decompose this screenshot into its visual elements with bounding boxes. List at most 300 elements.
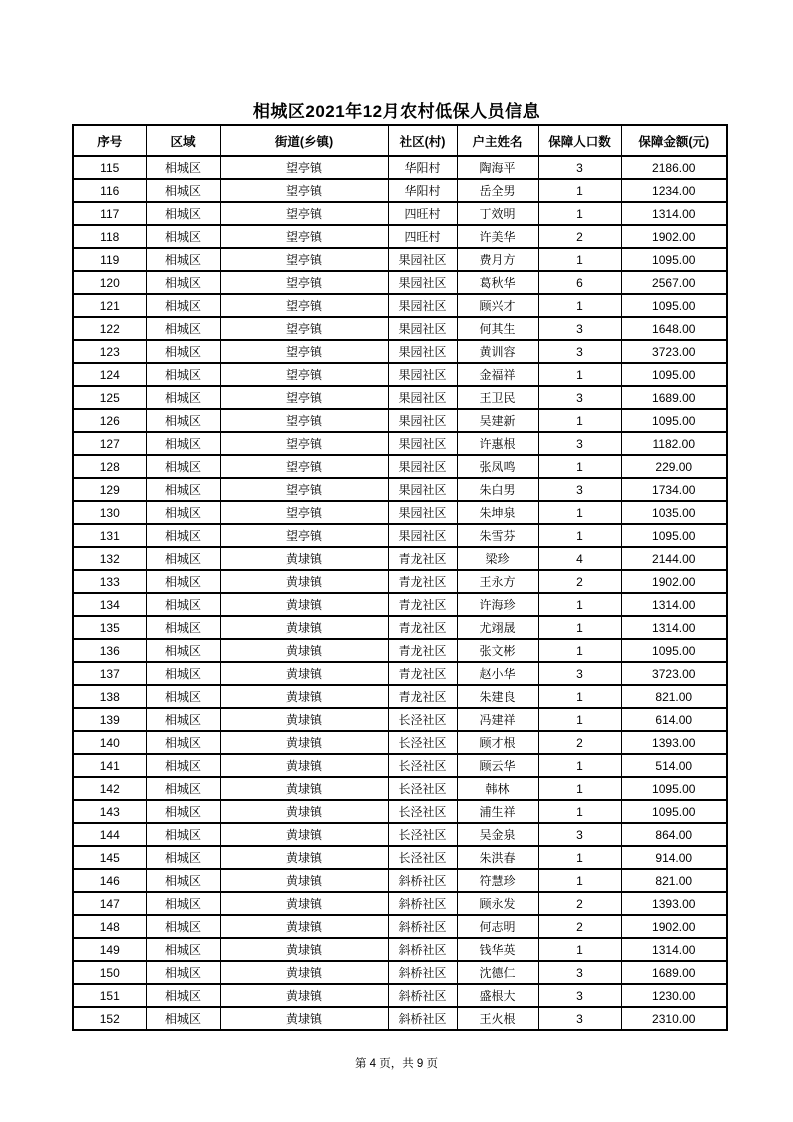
cell-village: 青龙社区 [388,570,457,593]
cell-population: 1 [538,846,621,869]
table-row [73,869,727,892]
cell-amount: 1035.00 [621,501,727,524]
cell-amount: 1902.00 [621,225,727,248]
cell-amount: 2310.00 [621,1007,727,1030]
cell-population: 2 [538,915,621,938]
cell-town: 望亭镇 [220,478,388,501]
cell-amount: 3723.00 [621,340,727,363]
cell-householder: 何志明 [457,915,538,938]
cell-amount: 1095.00 [621,409,727,432]
cell-town: 黄埭镇 [220,570,388,593]
table-row [73,409,727,432]
cell-town: 望亭镇 [220,156,388,179]
cell-householder: 王卫民 [457,386,538,409]
cell-town: 望亭镇 [220,363,388,386]
cell-population: 3 [538,823,621,846]
cell-index: 138 [73,685,146,708]
cell-population: 1 [538,248,621,271]
cell-population: 1 [538,777,621,800]
cell-amount: 2186.00 [621,156,727,179]
table-row [73,455,727,478]
cell-population: 1 [538,294,621,317]
cell-householder: 沈德仁 [457,961,538,984]
cell-village: 长泾社区 [388,708,457,731]
cell-village: 果园社区 [388,248,457,271]
cell-amount: 1314.00 [621,938,727,961]
table-row [73,248,727,271]
cell-population: 1 [538,639,621,662]
cell-amount: 1095.00 [621,248,727,271]
cell-village: 青龙社区 [388,662,457,685]
cell-amount: 1314.00 [621,616,727,639]
welfare-table [72,124,728,1031]
cell-householder: 葛秋华 [457,271,538,294]
cell-population: 1 [538,409,621,432]
cell-population: 4 [538,547,621,570]
cell-village: 斜桥社区 [388,915,457,938]
table-row [73,984,727,1007]
table-row [73,823,727,846]
cell-village: 长泾社区 [388,846,457,869]
cell-region: 相城区 [146,156,220,179]
cell-householder: 何其生 [457,317,538,340]
cell-town: 望亭镇 [220,317,388,340]
cell-village: 果园社区 [388,294,457,317]
table-row [73,179,727,202]
table-row [73,1007,727,1030]
cell-region: 相城区 [146,317,220,340]
cell-amount: 1095.00 [621,777,727,800]
cell-region: 相城区 [146,892,220,915]
cell-amount: 1095.00 [621,363,727,386]
column-header-region: 区域 [146,125,220,156]
cell-householder: 陶海平 [457,156,538,179]
cell-village: 长泾社区 [388,800,457,823]
table-row [73,961,727,984]
cell-region: 相城区 [146,340,220,363]
table-row [73,501,727,524]
cell-town: 望亭镇 [220,501,388,524]
cell-population: 1 [538,869,621,892]
cell-village: 青龙社区 [388,616,457,639]
cell-amount: 1095.00 [621,524,727,547]
table-row [73,639,727,662]
cell-index: 119 [73,248,146,271]
cell-region: 相城区 [146,731,220,754]
cell-population: 1 [538,501,621,524]
cell-region: 相城区 [146,639,220,662]
cell-village: 果园社区 [388,501,457,524]
cell-index: 118 [73,225,146,248]
cell-index: 120 [73,271,146,294]
cell-town: 黄埭镇 [220,708,388,731]
cell-village: 果园社区 [388,317,457,340]
cell-town: 望亭镇 [220,248,388,271]
cell-town: 黄埭镇 [220,1007,388,1030]
column-header-population: 保障人口数 [538,125,621,156]
cell-region: 相城区 [146,938,220,961]
cell-region: 相城区 [146,225,220,248]
cell-index: 129 [73,478,146,501]
cell-householder: 盛根大 [457,984,538,1007]
page-title: 相城区2021年12月农村低保人员信息 [252,102,541,121]
cell-town: 黄埭镇 [220,639,388,662]
cell-village: 青龙社区 [388,547,457,570]
table-row [73,593,727,616]
cell-population: 3 [538,386,621,409]
table-row [73,800,727,823]
column-header-householder: 户主姓名 [457,125,538,156]
cell-region: 相城区 [146,455,220,478]
cell-town: 黄埭镇 [220,869,388,892]
cell-amount: 614.00 [621,708,727,731]
cell-village: 四旺村 [388,202,457,225]
cell-population: 3 [538,317,621,340]
cell-amount: 3723.00 [621,662,727,685]
cell-region: 相城区 [146,800,220,823]
cell-region: 相城区 [146,202,220,225]
cell-index: 124 [73,363,146,386]
cell-householder: 张凤鸣 [457,455,538,478]
cell-index: 126 [73,409,146,432]
cell-householder: 岳全男 [457,179,538,202]
cell-town: 望亭镇 [220,294,388,317]
cell-index: 150 [73,961,146,984]
cell-village: 长泾社区 [388,777,457,800]
cell-index: 131 [73,524,146,547]
cell-town: 黄埭镇 [220,685,388,708]
cell-region: 相城区 [146,685,220,708]
cell-village: 果园社区 [388,478,457,501]
cell-village: 斜桥社区 [388,938,457,961]
column-header-town: 街道(乡镇) [220,125,388,156]
table-row [73,524,727,547]
cell-population: 3 [538,340,621,363]
cell-index: 149 [73,938,146,961]
table-row [73,156,727,179]
cell-householder: 顾才根 [457,731,538,754]
cell-amount: 1095.00 [621,800,727,823]
cell-town: 望亭镇 [220,202,388,225]
cell-town: 黄埭镇 [220,984,388,1007]
cell-region: 相城区 [146,708,220,731]
cell-town: 黄埭镇 [220,961,388,984]
cell-town: 黄埭镇 [220,547,388,570]
cell-town: 望亭镇 [220,409,388,432]
cell-population: 1 [538,708,621,731]
cell-amount: 514.00 [621,754,727,777]
cell-index: 132 [73,547,146,570]
table-row [73,915,727,938]
table-row [73,317,727,340]
cell-region: 相城区 [146,915,220,938]
cell-index: 147 [73,892,146,915]
column-header-index: 序号 [73,125,146,156]
cell-index: 140 [73,731,146,754]
cell-amount: 1902.00 [621,570,727,593]
cell-town: 黄埭镇 [220,892,388,915]
cell-town: 望亭镇 [220,271,388,294]
cell-population: 2 [538,892,621,915]
cell-village: 果园社区 [388,455,457,478]
cell-region: 相城区 [146,248,220,271]
table-row [73,731,727,754]
cell-amount: 2144.00 [621,547,727,570]
column-header-amount: 保障金额(元) [621,125,727,156]
cell-population: 1 [538,616,621,639]
cell-amount: 1734.00 [621,478,727,501]
table-row [73,386,727,409]
cell-index: 141 [73,754,146,777]
cell-index: 122 [73,317,146,340]
cell-region: 相城区 [146,662,220,685]
cell-population: 6 [538,271,621,294]
cell-village: 华阳村 [388,179,457,202]
cell-village: 果园社区 [388,271,457,294]
cell-region: 相城区 [146,984,220,1007]
cell-village: 斜桥社区 [388,892,457,915]
cell-index: 116 [73,179,146,202]
cell-population: 3 [538,662,621,685]
cell-householder: 浦生祥 [457,800,538,823]
cell-population: 2 [538,731,621,754]
cell-town: 黄埭镇 [220,616,388,639]
cell-village: 青龙社区 [388,685,457,708]
table-row [73,616,727,639]
table-row [73,202,727,225]
table-header [73,125,727,156]
cell-amount: 1393.00 [621,892,727,915]
cell-householder: 金福祥 [457,363,538,386]
cell-population: 3 [538,156,621,179]
cell-amount: 914.00 [621,846,727,869]
cell-householder: 朱坤泉 [457,501,538,524]
cell-region: 相城区 [146,432,220,455]
cell-population: 1 [538,754,621,777]
cell-householder: 黄训容 [457,340,538,363]
cell-index: 139 [73,708,146,731]
cell-village: 斜桥社区 [388,869,457,892]
cell-village: 果园社区 [388,524,457,547]
cell-region: 相城区 [146,616,220,639]
cell-householder: 费月方 [457,248,538,271]
cell-region: 相城区 [146,409,220,432]
cell-householder: 朱雪芬 [457,524,538,547]
cell-index: 121 [73,294,146,317]
cell-index: 125 [73,386,146,409]
table-row [73,662,727,685]
cell-region: 相城区 [146,363,220,386]
cell-region: 相城区 [146,179,220,202]
cell-region: 相城区 [146,294,220,317]
cell-region: 相城区 [146,869,220,892]
cell-town: 黄埭镇 [220,938,388,961]
column-header-village: 社区(村) [388,125,457,156]
cell-village: 长泾社区 [388,731,457,754]
cell-village: 青龙社区 [388,593,457,616]
cell-population: 1 [538,524,621,547]
cell-householder: 许惠根 [457,432,538,455]
cell-population: 1 [538,800,621,823]
cell-population: 1 [538,363,621,386]
cell-index: 143 [73,800,146,823]
cell-village: 四旺村 [388,225,457,248]
cell-region: 相城区 [146,271,220,294]
cell-amount: 1314.00 [621,202,727,225]
cell-index: 144 [73,823,146,846]
cell-village: 长泾社区 [388,754,457,777]
cell-population: 1 [538,455,621,478]
cell-region: 相城区 [146,846,220,869]
cell-householder: 朱洪春 [457,846,538,869]
table-row [73,892,727,915]
table-row [73,547,727,570]
cell-index: 134 [73,593,146,616]
cell-region: 相城区 [146,593,220,616]
cell-amount: 1182.00 [621,432,727,455]
cell-population: 2 [538,225,621,248]
cell-region: 相城区 [146,478,220,501]
cell-population: 3 [538,478,621,501]
cell-town: 望亭镇 [220,340,388,363]
cell-index: 152 [73,1007,146,1030]
table-row [73,708,727,731]
cell-amount: 1902.00 [621,915,727,938]
cell-index: 130 [73,501,146,524]
cell-village: 果园社区 [388,340,457,363]
page-footer: 第 4 页，共 9 页 [354,1058,439,1070]
cell-region: 相城区 [146,386,220,409]
cell-town: 望亭镇 [220,386,388,409]
cell-region: 相城区 [146,754,220,777]
cell-region: 相城区 [146,501,220,524]
cell-amount: 1689.00 [621,961,727,984]
cell-householder: 顾永发 [457,892,538,915]
cell-amount: 1095.00 [621,294,727,317]
cell-town: 黄埭镇 [220,731,388,754]
cell-town: 黄埭镇 [220,846,388,869]
cell-population: 1 [538,179,621,202]
cell-index: 142 [73,777,146,800]
cell-householder: 朱白男 [457,478,538,501]
cell-village: 斜桥社区 [388,1007,457,1030]
cell-region: 相城区 [146,547,220,570]
cell-householder: 顾云华 [457,754,538,777]
cell-village: 果园社区 [388,409,457,432]
table-row [73,340,727,363]
cell-population: 3 [538,984,621,1007]
cell-town: 黄埭镇 [220,915,388,938]
table-row [73,846,727,869]
cell-region: 相城区 [146,961,220,984]
cell-town: 望亭镇 [220,455,388,478]
cell-householder: 张文彬 [457,639,538,662]
cell-village: 长泾社区 [388,823,457,846]
table-row [73,478,727,501]
cell-index: 117 [73,202,146,225]
cell-index: 151 [73,984,146,1007]
cell-householder: 吴建新 [457,409,538,432]
cell-householder: 朱建良 [457,685,538,708]
cell-index: 128 [73,455,146,478]
cell-index: 145 [73,846,146,869]
cell-amount: 1234.00 [621,179,727,202]
table-row [73,938,727,961]
table-row [73,685,727,708]
cell-town: 黄埭镇 [220,754,388,777]
cell-population: 1 [538,593,621,616]
cell-index: 146 [73,869,146,892]
table-row [73,294,727,317]
cell-amount: 821.00 [621,685,727,708]
cell-index: 135 [73,616,146,639]
cell-householder: 顾兴才 [457,294,538,317]
cell-amount: 1393.00 [621,731,727,754]
cell-population: 1 [538,938,621,961]
cell-region: 相城区 [146,823,220,846]
cell-index: 133 [73,570,146,593]
cell-index: 123 [73,340,146,363]
cell-amount: 821.00 [621,869,727,892]
table-row [73,363,727,386]
cell-householder: 符慧珍 [457,869,538,892]
cell-householder: 王火根 [457,1007,538,1030]
cell-village: 斜桥社区 [388,961,457,984]
cell-region: 相城区 [146,1007,220,1030]
cell-population: 1 [538,202,621,225]
cell-householder: 赵小华 [457,662,538,685]
cell-householder: 丁效明 [457,202,538,225]
cell-householder: 王永方 [457,570,538,593]
cell-householder: 钱华英 [457,938,538,961]
cell-town: 黄埭镇 [220,800,388,823]
cell-region: 相城区 [146,524,220,547]
cell-population: 3 [538,961,621,984]
cell-amount: 1648.00 [621,317,727,340]
cell-town: 望亭镇 [220,524,388,547]
cell-village: 果园社区 [388,432,457,455]
cell-amount: 1314.00 [621,593,727,616]
cell-index: 137 [73,662,146,685]
cell-town: 黄埭镇 [220,823,388,846]
cell-region: 相城区 [146,777,220,800]
cell-index: 136 [73,639,146,662]
cell-population: 3 [538,1007,621,1030]
cell-town: 望亭镇 [220,179,388,202]
cell-householder: 尤翊晟 [457,616,538,639]
cell-town: 黄埭镇 [220,593,388,616]
cell-town: 黄埭镇 [220,662,388,685]
cell-village: 华阳村 [388,156,457,179]
cell-amount: 1689.00 [621,386,727,409]
header-row [73,125,727,156]
cell-population: 3 [538,432,621,455]
cell-village: 青龙社区 [388,639,457,662]
cell-index: 115 [73,156,146,179]
cell-amount: 864.00 [621,823,727,846]
cell-population: 1 [538,685,621,708]
cell-amount: 1095.00 [621,639,727,662]
cell-householder: 冯建祥 [457,708,538,731]
cell-index: 148 [73,915,146,938]
table-row [73,432,727,455]
cell-population: 2 [538,570,621,593]
cell-town: 望亭镇 [220,225,388,248]
cell-amount: 229.00 [621,455,727,478]
cell-village: 果园社区 [388,386,457,409]
table-row [73,271,727,294]
cell-amount: 1230.00 [621,984,727,1007]
